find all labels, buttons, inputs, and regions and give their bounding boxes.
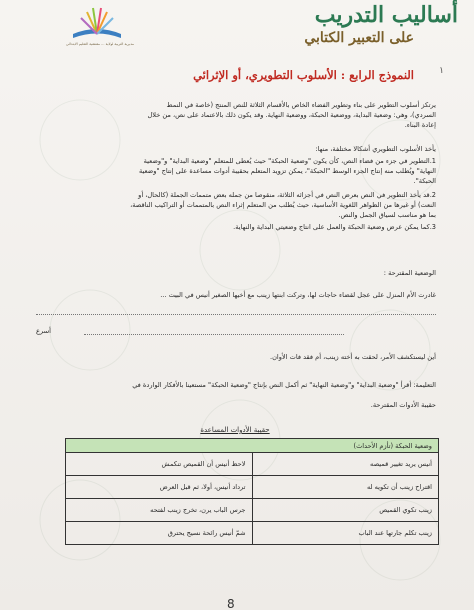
table-cell: أنيس يريد تغيير قميصه xyxy=(252,453,439,476)
table-cell: جرس الباب يرن، تخرج زينب لفتحه xyxy=(66,499,253,522)
form-1-line-3: الحبكة". xyxy=(413,177,436,185)
intro-line-3: إعادة البناء. xyxy=(404,121,436,129)
logo-caption: مديرية التربية لولاية ... مفتشية التعليم الابتدائي xyxy=(66,42,134,46)
scenario-mid-word: أسرع xyxy=(36,327,51,335)
intro-line-1: يرتكز أسلوب التطوير على بناء وتطوير الفضاء الخاص بالأقسام الثلاثة للنص المنتج (خاصة في النمط xyxy=(166,101,436,109)
form-3-line-1: 3.كما يمكن عرض وضعية الحبكة والعمل على انتاج وضعيتي البداية والنهاية. xyxy=(233,223,436,231)
table-cell: اقتراح زينب أن تكويه له xyxy=(252,476,439,499)
form-1-line-1: 1.التطوير في جزء من فضاء النص، كأن يكون "وضعية الحبكة" حيث يُعطى للمتعلم "وضعية البداية" و"وضعية xyxy=(143,157,436,165)
toolkit-title: حقيبة الأدوات المساعدة xyxy=(200,426,270,434)
form-2-line-3: بما هو مناسب لسياق الجمل والنص. xyxy=(338,211,436,219)
form-2-line-2: النعت) أو غيرها من الظواهر اللغوية الأساسية، حيث يُطلب من المتعلم إثراء النص بالمتممات أو التراكيب الناقصة، xyxy=(130,201,436,209)
blank-line xyxy=(84,334,344,335)
form-1-line-2: النهاية" ويُطلب منه إنتاج الجزء الوسط "الحبكة"، يمكن تزويد المتعلم بحقيبة أدوات مساعدة على إنتاج "وضعية xyxy=(138,167,436,175)
intro-line-2: السردي)، وهي: وضعية البداية، ووضعية الحبكة، ووضعية النهاية. وقد يكون ذلك بالاعتماد على نص، من خلال xyxy=(147,111,436,119)
proposed-situation-label: الوضعية المقترحة : xyxy=(383,269,436,277)
table-row xyxy=(66,522,439,545)
model-title: النموذج الرابع : الأسلوب التطويري، أو الإثرائي xyxy=(193,68,414,82)
top-page-number: ١ xyxy=(439,66,444,76)
table-cell: ترداد أنيس، أولا، ثم قبل العرض xyxy=(66,476,253,499)
toolkit-table xyxy=(65,438,439,545)
forms-lead: يأخذ الأسلوب التطويري أشكالا مختلفة، منها: xyxy=(315,145,436,153)
form-2-line-1: 2.قد يأخذ التطوير في النص بعرض النص في أجزائه الثلاثة، منقوصا من جمله بعض متممات الجملة (كالحال، أو xyxy=(138,191,436,199)
table-row xyxy=(66,499,439,522)
instruction-line-2: حقيبة الأدوات المقترحة. xyxy=(370,401,436,409)
toolkit-header: وضعية الحبكة (تأزم الأحداث) xyxy=(66,439,439,453)
ministry-logo xyxy=(55,4,145,56)
table-cell: زينب تكوي القميص xyxy=(252,499,439,522)
instruction-line-1: التعليمة: أقرأ "وضعية البداية" و"وضعية النهاية" ثم أكمل النص بإنتاج "وضعية الحبكة" مستعينا بالأفكار الواردة في xyxy=(132,381,436,389)
table-cell: زينب تكلم جارتها عند الباب xyxy=(252,522,439,545)
book-flower-icon xyxy=(67,4,127,42)
page-title: أساليب التدريب xyxy=(314,2,458,28)
scenario-start: غادرت الأم المنزل على عجل لقضاء حاجات لها، وتركت ابنتها زينب مع أخيها الصغير أنيس في البيت ... xyxy=(160,291,436,299)
bottom-page-number: 8 xyxy=(227,597,235,610)
table-row xyxy=(66,476,439,499)
table-cell: لاحظ أنيس أن القميص تنكمش xyxy=(66,453,253,476)
table-row xyxy=(66,453,439,476)
page-subtitle: على التعبير الكتابي xyxy=(304,30,414,46)
scenario-end: أين ليستكشف الأمر، لحقت به أخته زينب، أم فقد فات الأوان. xyxy=(269,353,436,361)
blank-line xyxy=(36,314,436,315)
table-cell: شمّ أنيس رائحة نسيج يحترق xyxy=(66,522,253,545)
